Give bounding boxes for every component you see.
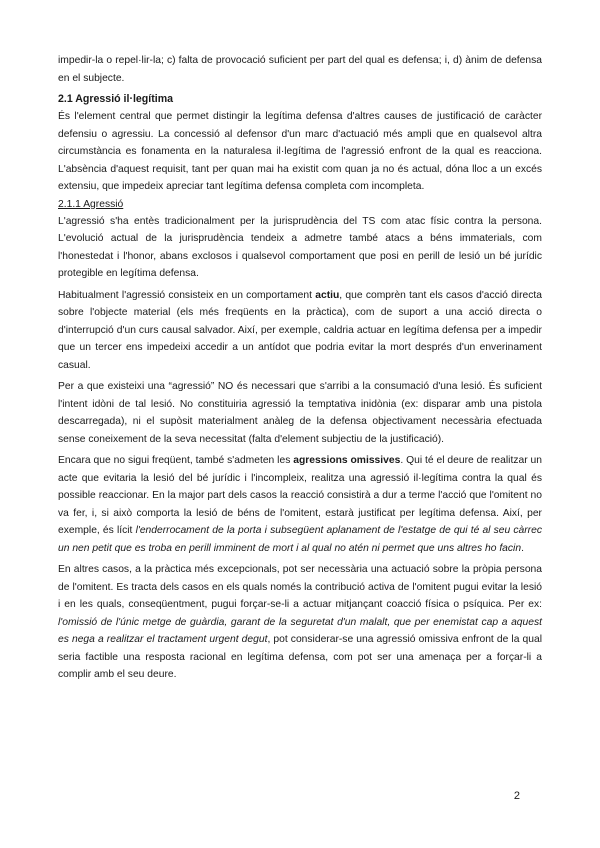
section-heading: 2.1 Agressió il·legítima xyxy=(58,93,173,105)
bold-agressions-omissives: agressions omissives xyxy=(293,455,401,466)
page-number: 2 xyxy=(513,790,520,802)
paragraph-omitent: En altres casos, a la pràctica més excepcionals, pot ser necessària una actuació sobre la pròpia persona de l'omitent. Es tracta dels casos en els quals només la contribució activa de l'omitent pugui evitar la lesió i en les quals, conseqüentment, pugui forçar-se-li a actuar mitjançant coacció física o psíquica. Per ex: l'omissió de l'únic metge de guàrdia, garant de la seguretat d'un malalt, que per enemistat cap a aquest es nega a realitzar el tractament urgent degut, pot considerar-se una agressió omissiva enfront de la qual seria factible una resposta racional en legítima defensa, com pot ser una amenaça per a forçar-li a complir amb el seu deure. xyxy=(58,564,543,680)
paragraph-omissives: Encara que no sigui freqüent, també s'admeten les agressions omissives. Qui té el deure de realitzar un acte que evitaria la lesió del bé jurídic i l'incompleix, realitza una agressió il·legítima contra la qual és possible reaccionar. En la major part dels casos la reacció consistirà a dur a terme l'acció que l'omitent no va fer, i, si això comporta la lesió de béns de l'omitent, estarà justificat per legítima defensa. Així, per exemple, és lícit l'enderrocament de la porta i subsegüent aplanament de l'estatge de qui té al seu càrrec un nen petit que es troba en perill imminent de mort i al qual no atén ni permet que uns altres ho facin. xyxy=(58,455,542,554)
section-paragraph: És l'element central que permet distingir la legítima defensa d'altres causes de justificació de caràcter defensiu o agressiu. La concessió al defensor d'un marc d'actuació més ampli que en qualsevol altra circumstància es fonamenta en la naturalesa il·legítima de l'agressió enfront de la qual es reacciona. L'absència d'aquest requisit, tant per quan mai ha existit com quan ja no és actual, dóna lloc a un excés extensiu, que impedeix apreciar tant legítima defensa completa com incompleta. xyxy=(58,111,542,192)
italic-example-porta: l'enderrocament de la porta i subsegüent aplanament de l'estatge de qui té al seu càrrec un nen petit que es troba en perill imminent de mort i al qual no atén ni permet que uns altres ho facin xyxy=(58,525,542,554)
paragraph-agressio: L'agressió s'ha entès tradicionalment per la jurisprudència del TS com atac físic contra la persona. L'evolució actual de la jurisprudència tendeix a admetre també atacs a béns immaterials, com l'honestedat i l'honor, abans exclosos i qualsevol comportament que posi en perill de lesió un bé jurídic protegible en legítima defensa. xyxy=(58,215,542,279)
paragraph-consumacio: Per a que existeixi una “agressió” NO és necessari que s'arribi a la consumació d'una lesió. És suficient l'intent idòni de tal lesió. No constituiria agressió la temptativa inidònia (ex: disparar amb una pistola descarregada), ni el supòsit materialment anàleg de la defensa objectivament necessària efectuada sense coneixement de la seva necessitat (falta d'element subjectiu de la justificació). xyxy=(58,381,542,445)
italic-example-metge: l'omissió de l'únic metge de guàrdia, garant de la seguretat d'un malalt, que per enemistat cap a aquest es nega a realitzar el tractament urgent degut xyxy=(58,616,542,645)
paragraph-actiu: Habitualment l'agressió consisteix en un comportament actiu, que comprèn tant els casos d'acció directa sobre l'objecte material (els més freqüents en la pràctica), com de suport a una acció directa o d'interrupció d'un curs causal salvador. Així, per exemple, caldria actuar en legítima defensa per a impedir que un tercer ens impedeixi accedir a un antídot que podria evitar la mort després d'un enverinament casual. xyxy=(58,289,542,371)
subsection-heading: 2.1.1 Agressió xyxy=(58,198,124,210)
intro-paragraph: impedir-la o repel·lir-la; c) falta de provocació suficient per part del qual es defensa; i, d) ànim de defensa en el subjecte. xyxy=(58,55,542,84)
document-page xyxy=(58,52,542,688)
bold-actiu: actiu xyxy=(315,289,340,301)
